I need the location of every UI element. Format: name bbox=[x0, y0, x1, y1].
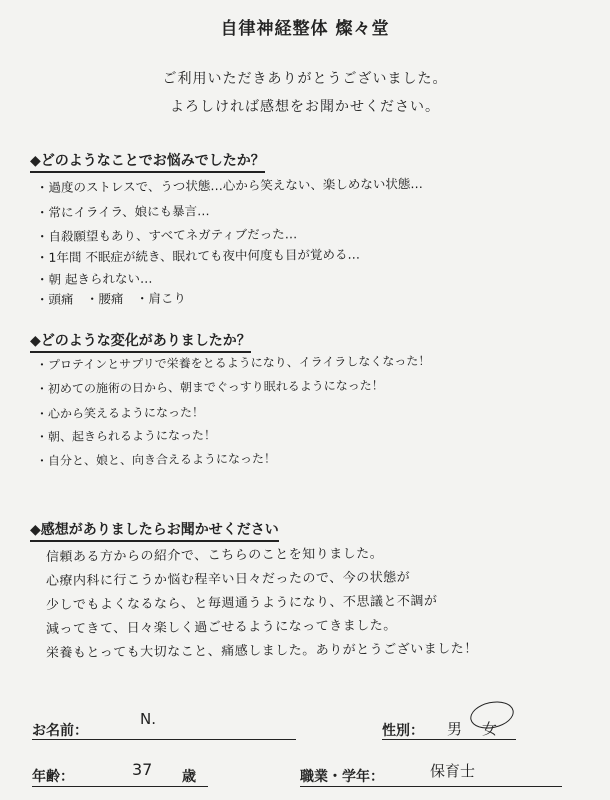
worries-answer-2: ・常にイライラ、娘にも暴言… bbox=[35, 203, 210, 220]
age-underline bbox=[32, 786, 208, 787]
gender-selection-circle bbox=[468, 698, 516, 733]
changes-answer-1: ・プロテインとサプリで栄養をとるようになり、イライラしなくなった！ bbox=[35, 353, 431, 372]
occupation-label: 職業・学年： bbox=[300, 769, 384, 785]
worries-answer-3: ・自殺願望もあり、すべてネガティブだった… bbox=[35, 226, 298, 244]
worries-answer-1: ・過度のストレスで、うつ状態…心から笑えない、楽しめない状態… bbox=[35, 175, 423, 195]
impressions-line-5: 栄養もとっても大切なこと、痛感しました。ありがとうございました！ bbox=[45, 641, 478, 661]
question-changes-heading: ◆どのような変化がありましたか？ bbox=[30, 330, 251, 353]
impressions-line-4: 減ってきて、日々楽しく過ごせるようになってきました。 bbox=[45, 618, 397, 637]
age-unit: 歳 bbox=[182, 769, 196, 785]
gender-male: 男 bbox=[447, 720, 463, 738]
gender-underline bbox=[382, 739, 516, 740]
question-impressions-heading: ◆感想がありましたらお聞かせください bbox=[30, 519, 279, 542]
changes-answer-5: ・自分と、娘と、向き合えるようになった！ bbox=[35, 451, 277, 468]
impressions-line-3: 少しでもよくなるなら、と毎週通うようになり、不思議と不調が bbox=[45, 593, 438, 613]
name-value: N. bbox=[140, 710, 156, 728]
impressions-line-2: 心療内科に行こうか悩む程辛い日々だったので、今の状態が bbox=[45, 570, 411, 589]
name-underline bbox=[32, 739, 296, 740]
occupation-underline bbox=[300, 786, 562, 787]
changes-answer-2: ・初めての施術の日から、朝までぐっすり眠れるようになった！ bbox=[35, 378, 384, 396]
occupation-value: 保育士 bbox=[430, 762, 476, 780]
changes-answer-3: ・心から笑えるようになった！ bbox=[35, 405, 205, 421]
clinic-title: 自律神経整体 燦々堂 bbox=[220, 19, 390, 39]
worries-answer-6: ・頭痛 ・腰痛 ・肩こり bbox=[35, 290, 187, 307]
question-worries-heading: ◆どのようなことでお悩みでしたか？ bbox=[30, 150, 265, 173]
greeting-line-1: ご利用いただきありがとうございました。 bbox=[162, 71, 448, 87]
worries-answer-4: ・1年間 不眠症が続き、眠れても夜中何度も目が覚める… bbox=[35, 246, 361, 265]
worries-answer-5: ・朝 起きられない… bbox=[35, 270, 153, 287]
gender-female: 女 bbox=[482, 720, 498, 738]
name-label: お名前： bbox=[32, 723, 88, 739]
greeting-line-2: よろしければ感想をお聞かせください。 bbox=[170, 99, 440, 115]
gender-label: 性別： bbox=[382, 723, 424, 739]
age-value: 37 bbox=[132, 760, 153, 779]
age-label: 年齢： bbox=[32, 769, 74, 785]
impressions-line-1: 信頼ある方からの紹介で、こちらのことを知りました。 bbox=[45, 546, 384, 565]
changes-answer-4: ・朝、起きられるようになった！ bbox=[35, 428, 217, 444]
